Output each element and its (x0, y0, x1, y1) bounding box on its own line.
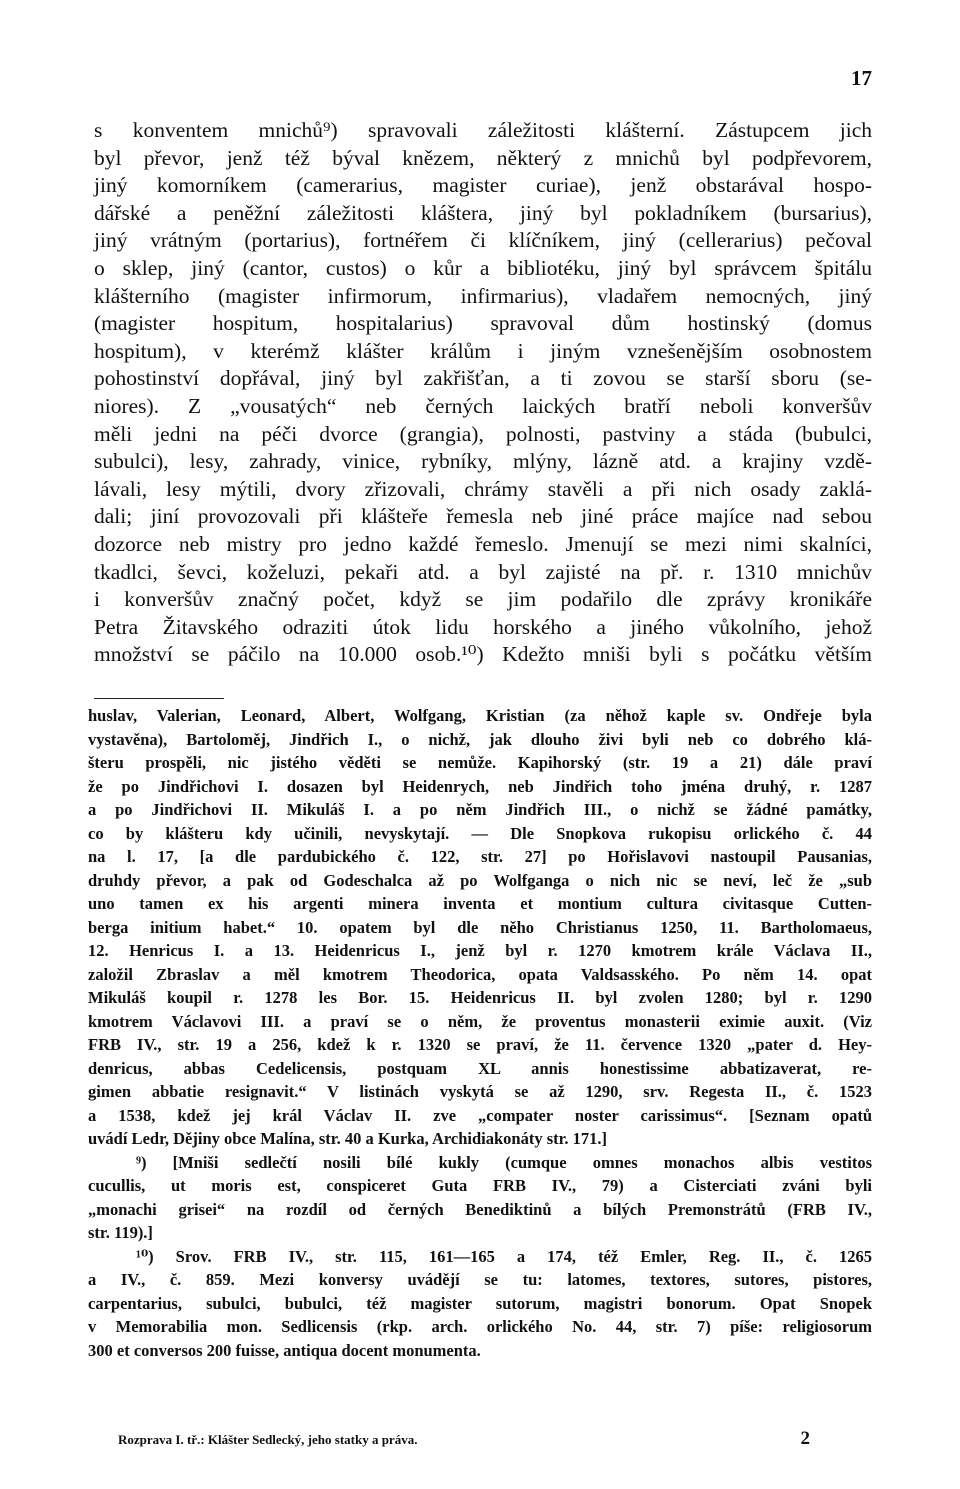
footnote-line: založil Zbraslav a měl kmotrem Theodorica, opata Valdsasského. Po něm 14. opat (88, 964, 872, 984)
text-line: měli jedni na péči dvorce (grangia), polnosti, pastviny a stáda (bubulci, (94, 421, 872, 446)
footnote-line: Mikuláš koupil r. 1278 les Bor. 15. Heidenricus II. byl zvolen 1280; byl r. 1290 (88, 988, 872, 1007)
text-line: hospitum), v kterémž klášter králům i jiným vznešenějším osobnostem (94, 338, 872, 363)
text-line: subulci), lesy, zahrady, vinice, rybníky, mlýny, lázně atd. a krajiny vzdě- (94, 449, 872, 474)
text-line: jiný vrátným (portarius), fortnéřem či klíčníkem, jiný (cellerarius) pečoval (94, 228, 872, 253)
footnote-line: kmotrem Václavovi III. a praví se o něm, že proventus monasterii eximie auxit. (Viz (88, 1011, 872, 1031)
footnote-line: gimen abbatie resignavit.“ V listinách vyskytá se až 1290, srv. Regesta II., č. 1523 (88, 1082, 872, 1101)
footnote-line: druhdy převor, a pak od Godeschalca až po Wolfganga o nich nic se neví, leč že „sub (88, 870, 872, 890)
text-line: i konveršův značný počet, když se jim podařilo dle zprávy kronikáře (94, 587, 872, 612)
footnote-line: „monachi grisei“ na rozdíl od černých Benediktinů a bílých Premonstrátů (FRB IV., (88, 1199, 872, 1219)
footnote-line: a IV., č. 859. Mezi konversy uvádějí se tu: latomes, textores, sutores, pistores, (88, 1270, 872, 1289)
footnote-line: denricus, abbas Cedelicensis, postquam XL annis honestissime abbatizaverat, re- (88, 1058, 872, 1078)
footnote-line: FRB IV., str. 19 a 256, kdež k r. 1320 se praví, že 11. července 1320 „pater d. Hey- (88, 1035, 872, 1054)
text-line: (magister hospitum, hospitalarius) spravoval dům hostinský (domus (94, 311, 872, 336)
footnote-line: šteru prospěli, nic jistého věděti se nemůže. Kapihorský (str. 19 a 21) dále praví (88, 753, 872, 772)
footnote-line: str. 119).] (88, 1223, 153, 1242)
main-text (94, 117, 872, 669)
text-line: o sklep, jiný (cantor, custos) o kůr a bibliotéku, jiný byl správcem špitálu (94, 255, 872, 280)
page-number: 17 (851, 66, 872, 90)
text-line: byl převor, jenž též býval knězem, některý z mnichů byl podpřevorem, (94, 145, 872, 170)
text-line: Petra Žitavského odraziti útok lidu horského a jiného vůkolního, jehož (94, 614, 872, 639)
text-line: pohostinství dopřával, jiný byl zakřišťan, a ti zovou se starší sboru (se- (94, 366, 872, 391)
text-line: dali; jiní provozovali při klášteře řemesla neb jiné práce majíce nad sebou (94, 504, 872, 529)
signature-number: 2 (800, 1428, 810, 1449)
footnote-9-line: ⁹) [Mniši sedlečtí nosili bílé kukly (cumque omnes monachos albis vestitos (136, 1152, 872, 1172)
footnotes (88, 704, 872, 1362)
text-line: množství se páčilo na 10.000 osob.¹⁰) Kdežto mniši byli s počátku větším (94, 642, 872, 667)
text-line: tkadlci, ševci, koželuzi, pekaři atd. a byl zajisté na př. r. 1310 mnichův (94, 559, 872, 584)
text-line: lávali, lesy mýtili, dvory zřizovali, chrámy stavěli a při nich osady zaklá- (94, 476, 872, 501)
text-line: niores). Z „vousatých“ neb černých laických bratří neboli konveršův (94, 393, 872, 418)
footnote-line: carpentarius, subulci, bubulci, též magister sutorum, magistri bonorum. Opat Snopek (88, 1293, 872, 1313)
footnote-line: na l. 17, [a dle pardubického č. 122, str. 27] po Hořislavovi nastoupil Pausanias, (88, 847, 872, 866)
footnote-line: v Memorabilia mon. Sedlicensis (rkp. arch. orlického No. 44, str. 7) píše: religiosorum (88, 1317, 872, 1336)
footnote-line: uvádí Ledr, Dějiny obce Malína, str. 40 a Kurka, Archidiakonáty str. 171.] (88, 1129, 608, 1148)
text-line: dářské a peněžní záležitosti kláštera, jiný byl pokladníkem (bursarius), (94, 200, 872, 225)
footnote-line: že po Jindřichovi I. dosazen byl Heidenrych, neb Jindřich toho jména druhý, r. 1287 (88, 776, 872, 796)
footnote-line: 300 et conversos 200 fuisse, antiqua docent monumenta. (88, 1340, 481, 1360)
footnote-10-line: ¹⁰) Srov. FRB IV., str. 115, 161—165 a 174, též Emler, Reg. II., č. 1265 (136, 1246, 872, 1266)
text-line: dozorce neb mistry pro jedno každé řemeslo. Jmenují se mezi nimi skalníci, (94, 531, 872, 556)
footnote-line: uno tamen ex his argenti minera inventa et montium cultura civitasque Cutten- (88, 894, 872, 913)
signature-line: Rozprava I. tř.: Klášter Sedlecký, jeho statky a práva. (118, 1432, 418, 1447)
footnote-line: berga initium habet.“ 10. opatem byl dle něho Christianus 1250, 11. Bartholomaeus, (88, 917, 872, 937)
text-line: s konventem mnichů⁹) spravovali záležitosti klášterní. Zástupcem jich (94, 118, 872, 142)
footnote-line: 12. Henricus I. a 13. Heidenricus I., jenž byl r. 1270 kmotrem krále Václava II., (88, 941, 872, 960)
text-line: klášterního (magister infirmorum, infirmarius), vladařem nemocných, jiný (94, 283, 872, 308)
footnote-line: co by klášteru kdy učinili, nevyskytají. — Dle Snopkova rukopisu orlického č. 44 (88, 823, 872, 843)
footnote-separator (94, 698, 224, 699)
footnote-line: huslav, Valerian, Leonard, Albert, Wolfgang, Kristian (za něhož kaple sv. Ondřeje byla (88, 706, 872, 725)
footnote-line: vystavěna), Bartoloměj, Jindřich I., o nichž, jak dlouho živi byli neb co dobrého klá- (88, 729, 872, 749)
text-line: jiný komorníkem (camerarius, magister curiae), jenž obstarával hospo- (94, 173, 872, 198)
footnote-line: cucullis, ut moris est, conspiceret Guta FRB IV., 79) a Cisterciati zváni byli (88, 1176, 872, 1195)
footnote-line: a po Jindřichovi II. Mikuláš I. a po něm Jindřich III., o nichž se žádné památky, (88, 800, 872, 819)
footnote-line: a 1538, kdež jej král Václav II. zve „compater noster carissimus“. [Seznam opatů (88, 1105, 872, 1125)
